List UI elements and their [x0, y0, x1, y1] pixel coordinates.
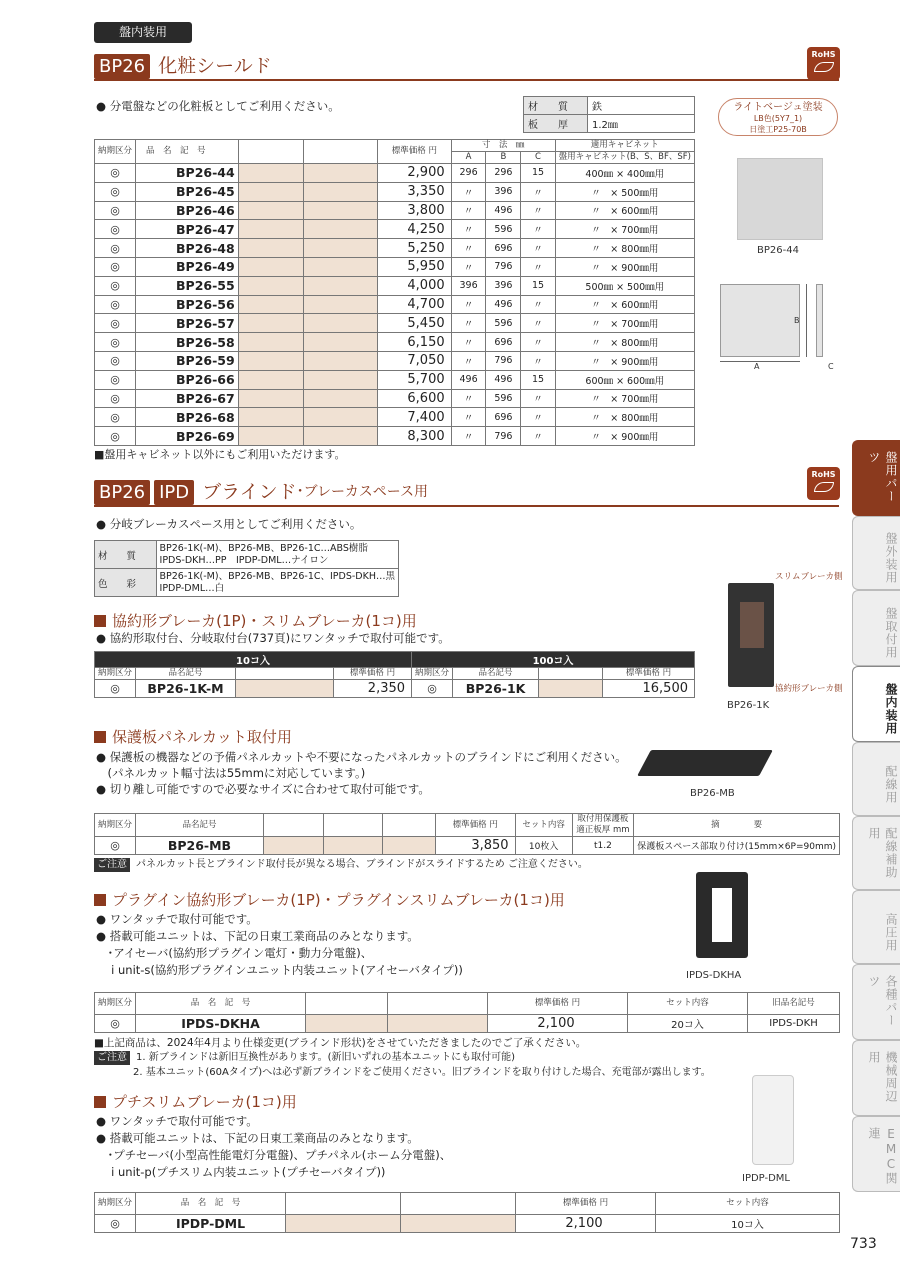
col-yen: 円	[386, 668, 396, 678]
product-image-bp26-44	[737, 158, 823, 240]
caution-badge: ご注意	[94, 858, 130, 872]
dim-c-cell: 15	[521, 370, 555, 389]
product-code-cell: BP26-47	[136, 220, 239, 239]
side-tab-high-voltage[interactable]: 高圧用	[852, 890, 900, 964]
subsection-heading	[94, 610, 417, 631]
group-header: 100コ入	[412, 652, 695, 668]
price-cell: 2,900	[378, 164, 452, 183]
dim-a-cell: 〃	[451, 220, 486, 239]
price-cell: 8,300	[378, 427, 452, 446]
blind-dml-table	[94, 1192, 840, 1233]
cabinet-cell: 〃 × 600㎜用	[555, 295, 694, 314]
dim-b-cell: 296	[486, 164, 521, 183]
section-title-text: 化粧シールド	[158, 55, 272, 77]
price-cell: 4,250	[378, 220, 452, 239]
table-row	[95, 333, 695, 352]
dimension-drawing-side	[816, 284, 823, 357]
col-yen: 円	[428, 146, 437, 156]
cabinet-cell: 〃 × 900㎜用	[555, 351, 694, 370]
col-nouki: 納期区分	[95, 814, 136, 837]
col-yen: 円	[489, 819, 498, 830]
dim-a-cell: 〃	[451, 295, 486, 314]
price-cell: 4,000	[378, 276, 452, 295]
nouki-cell: ◎	[95, 680, 136, 698]
dim-a-cell: 296	[451, 164, 486, 183]
spec-value: IPDP-DML…白	[159, 582, 225, 594]
product-code-cell: BP26-57	[136, 314, 239, 333]
dim-b-cell: 696	[486, 333, 521, 352]
bp26-price-table	[94, 139, 695, 446]
product-code-cell: BP26-1K	[453, 680, 539, 698]
table-row	[95, 314, 695, 333]
subsection-note: ● 協約形取付台、分岐取付台(737頁)にワンタッチで取付可能です。	[96, 631, 450, 645]
product-code-cell: BP26-68	[136, 408, 239, 427]
dim-a-cell: 〃	[451, 333, 486, 352]
section-title-text: ブラインド	[202, 481, 297, 503]
cabinet-cell: 500㎜ × 500㎜用	[555, 276, 694, 295]
dim-line-a	[720, 361, 800, 362]
dim-a-cell: 396	[451, 276, 486, 295]
square-icon	[94, 894, 106, 906]
set-cell: 10コ入	[656, 1215, 840, 1233]
dim-label-a: A	[754, 362, 760, 371]
dim-a-cell: 〃	[451, 182, 486, 201]
price-cell: 7,050	[378, 351, 452, 370]
col-hin: 品 名 記 号	[136, 993, 306, 1015]
product-code-cell: BP26-59	[136, 351, 239, 370]
price-cell: 3,800	[378, 201, 452, 220]
blind-material-table	[94, 540, 399, 597]
set-cell: 20コ入	[628, 1015, 748, 1033]
col-price: 標準価格	[452, 819, 487, 830]
dim-a-cell: 496	[451, 370, 486, 389]
nouki-cell: ◎	[95, 389, 136, 408]
dim-line-b	[806, 284, 807, 357]
dim-a-cell: 〃	[451, 408, 486, 427]
paint-line: ライトベージュ塗装	[733, 102, 823, 113]
image-caption: IPDP-DML	[742, 1173, 790, 1184]
dim-b-cell: 596	[486, 389, 521, 408]
col-price-label: 標準価格	[391, 146, 426, 156]
col-a: A	[451, 152, 486, 164]
product-code-cell: BP26-66	[136, 370, 239, 389]
table-row	[95, 182, 695, 201]
product-code-cell: IPDS-DKHA	[136, 1015, 306, 1033]
col-nouki: 納期区分	[95, 668, 136, 680]
dim-a-cell: 〃	[451, 314, 486, 333]
dim-a-cell: 〃	[451, 257, 486, 276]
dim-c-cell: 〃	[521, 333, 555, 352]
nouki-cell: ◎	[95, 257, 136, 276]
spec-label: 板 厚	[524, 115, 588, 133]
intro-note: ● 分電盤などの化粧板としてご利用ください。	[96, 99, 340, 113]
nouki-cell: ◎	[95, 164, 136, 183]
side-tab-emc[interactable]: EMC関連	[852, 1116, 900, 1192]
subsection-heading-text: プチスリムブレーカ(1コ)用	[112, 1093, 297, 1111]
subsection-note: ･アイセーバ(協約形プラグイン電灯・動力分電盤)、	[96, 946, 373, 960]
cabinet-cell: 〃 × 900㎜用	[555, 257, 694, 276]
price-cell: 16,500	[603, 680, 695, 698]
table-row	[95, 351, 695, 370]
nouki-cell: ◎	[95, 314, 136, 333]
spec-value: BP26-1K(-M)、BP26-MB、BP26-1C、IPDS-DKH…黒	[159, 570, 395, 582]
price-cell: 7,400	[378, 408, 452, 427]
square-icon	[94, 731, 106, 743]
nouki-cell: ◎	[95, 182, 136, 201]
nouki-cell: ◎	[95, 295, 136, 314]
dim-c-cell: 〃	[521, 427, 555, 446]
caution-note	[94, 1051, 515, 1065]
blind-1k-table	[94, 651, 695, 698]
product-image-ipdp-dml	[752, 1075, 794, 1165]
dim-a-cell: 〃	[451, 427, 486, 446]
dim-b-cell: 796	[486, 257, 521, 276]
dim-a-cell: 〃	[451, 351, 486, 370]
image-label-bottom: 協約形ブレーカ側	[775, 684, 843, 694]
spec-label: 色 彩	[95, 569, 157, 597]
dim-c-cell: 〃	[521, 295, 555, 314]
spec-label: 材 質	[524, 97, 588, 115]
dim-c-cell: 15	[521, 164, 555, 183]
col-nouki: 納期区分	[95, 993, 136, 1015]
col-set: セット内容	[628, 993, 748, 1015]
product-code-cell: BP26-MB	[136, 837, 264, 855]
product-code-cell: BP26-58	[136, 333, 239, 352]
section-title-bp26	[94, 54, 839, 81]
product-image-detail	[740, 602, 764, 648]
cabinet-cell: 〃 × 800㎜用	[555, 408, 694, 427]
subsection-note: ● 搭載可能ユニットは、下記の日東工業商品のみとなります。	[96, 929, 419, 943]
nouki-cell: ◎	[412, 680, 453, 698]
nouki-cell: ◎	[95, 351, 136, 370]
blind-dkha-table	[94, 992, 840, 1033]
page-number: 733	[850, 1236, 877, 1252]
rohs-badge	[807, 467, 840, 500]
subsection-heading	[94, 889, 565, 910]
side-tab-exterior[interactable]: 盤外装用	[852, 516, 900, 590]
nouki-cell: ◎	[95, 276, 136, 295]
price-cell: 6,600	[378, 389, 452, 408]
product-code-badge: BP26	[94, 480, 150, 505]
rohs-label: RoHS	[811, 50, 836, 59]
product-image-detail	[712, 888, 732, 942]
dim-b-cell: 596	[486, 220, 521, 239]
col-hin: 品 名 記 号	[136, 140, 239, 164]
side-tab-parts[interactable]: 盤用パーツ	[852, 440, 900, 516]
price-cell: 3,350	[378, 182, 452, 201]
table-row	[95, 370, 695, 389]
price-cell: 5,450	[378, 314, 452, 333]
dim-c-cell: 〃	[521, 239, 555, 258]
col-hin: 品名記号	[136, 814, 264, 837]
table-row	[95, 295, 695, 314]
subsection-note: ● 保護板の機器などの予備パネルカットや不要になったパネルカットのブラインドにご利用ください。	[96, 750, 627, 764]
dim-b-cell: 396	[486, 276, 521, 295]
col-set: セット内容	[656, 1193, 840, 1215]
material-spec-table	[523, 96, 695, 133]
nouki-cell: ◎	[95, 837, 136, 855]
product-code-cell: BP26-49	[136, 257, 239, 276]
cabinet-cell: 〃 × 700㎜用	[555, 314, 694, 333]
side-tab-mounting[interactable]: 盤取付用	[852, 590, 900, 666]
cabinet-cell: 400㎜ × 400㎜用	[555, 164, 694, 183]
square-icon	[94, 1096, 106, 1108]
price-cell: 5,700	[378, 370, 452, 389]
blind-mb-table	[94, 813, 840, 855]
dim-b-cell: 696	[486, 239, 521, 258]
dim-c-cell: 〃	[521, 389, 555, 408]
table-row	[95, 239, 695, 258]
cabinet-cell: 〃 × 800㎜用	[555, 239, 694, 258]
price-cell: 5,950	[378, 257, 452, 276]
price-cell: 4,700	[378, 295, 452, 314]
paint-color-note	[718, 98, 838, 136]
col-price: 標準価格	[534, 998, 569, 1008]
cabinet-cell: 600㎜ × 600㎜用	[555, 370, 694, 389]
col-price: 標準価格	[562, 1198, 597, 1208]
side-tab-machine[interactable]: 機械周辺用	[852, 1040, 900, 1116]
price-cell: 3,850	[436, 837, 516, 855]
subsection-note: ● 切り離し可能ですので必要なサイズに合わせて取付可能です。	[96, 782, 430, 796]
subsection-note: i unit-s(協約形プラグインユニット内装ユニット(アイセーバタイプ))	[96, 963, 463, 977]
subsection-note: ● 搭載可能ユニットは、下記の日東工業商品のみとなります。	[96, 1131, 419, 1145]
group-header: 10コ入	[95, 652, 412, 668]
nouki-cell: ◎	[95, 239, 136, 258]
table-row	[95, 257, 695, 276]
product-code-cell: BP26-69	[136, 427, 239, 446]
col-nouki: 納期区分	[412, 668, 453, 680]
cabinet-cell: 〃 × 500㎜用	[555, 182, 694, 201]
cabinet-cell: 〃 × 700㎜用	[555, 389, 694, 408]
old-code-cell: IPDS-DKH	[748, 1015, 840, 1033]
paint-line: LB色(5Y7_1)	[753, 114, 803, 123]
product-code-badge: BP26	[94, 54, 150, 79]
subsection-note: (パネルカット幅寸法は55mmに対応しています。)	[96, 766, 366, 780]
dim-a-cell: 〃	[451, 201, 486, 220]
set-cell: 10枚入	[515, 837, 572, 855]
dim-b-cell: 496	[486, 201, 521, 220]
side-tab-wiring[interactable]: 配線用	[852, 742, 900, 816]
product-image-bp26-mb	[637, 750, 773, 776]
table-row	[95, 201, 695, 220]
rohs-badge	[807, 47, 840, 80]
col-thick: 取付用保護板	[577, 814, 629, 824]
product-code-cell: BP26-67	[136, 389, 239, 408]
price-cell: 6,150	[378, 333, 452, 352]
subsection-note: ● ワンタッチで取付可能です。	[96, 912, 258, 926]
footnote: ■上記商品は、2024年4月より仕様変更(ブラインド形状)をさせていただきましたのでご了承ください。	[94, 1037, 587, 1049]
image-caption: IPDS-DKHA	[686, 970, 742, 981]
nouki-cell: ◎	[95, 333, 136, 352]
col-yen: 円	[571, 998, 581, 1008]
dimension-drawing-front	[720, 284, 800, 357]
image-label-top: スリムブレーカ側	[775, 572, 843, 582]
col-thick: 適正板厚 mm	[576, 825, 630, 835]
subsection-note: ･プチセーバ(小型高性能電灯分電盤)、プチパネル(ホーム分電盤)、	[96, 1148, 452, 1162]
col-hin: 品名記号	[136, 668, 236, 680]
image-caption: BP26-44	[757, 245, 799, 256]
dim-b-cell: 596	[486, 314, 521, 333]
col-yen: 円	[599, 1198, 609, 1208]
product-code-cell: BP26-55	[136, 276, 239, 295]
caution-text: パネルカット長とブラインド取付長が異なる場合、ブラインドがスライドするため ご注意ください。	[136, 859, 588, 870]
dim-a-cell: 〃	[451, 389, 486, 408]
col-nouki: 納期区分	[95, 1193, 136, 1215]
product-code-cell: IPDP-DML	[136, 1215, 286, 1233]
dim-c-cell: 〃	[521, 314, 555, 333]
image-caption: BP26-MB	[690, 788, 735, 799]
subsection-heading-text: プラグイン協約形ブレーカ(1P)・プラグインスリムブレーカ(1コ)用	[112, 891, 565, 909]
table-row	[95, 427, 695, 446]
subsection-heading	[94, 726, 292, 747]
leaf-icon	[814, 62, 834, 72]
cabinet-cell: 〃 × 900㎜用	[555, 427, 694, 446]
price-cell: 2,100	[488, 1015, 628, 1033]
table-row	[95, 389, 695, 408]
square-icon	[94, 615, 106, 627]
spec-value: 鉄	[588, 97, 695, 115]
dim-c-cell: 〃	[521, 220, 555, 239]
col-c: C	[521, 152, 555, 164]
col-set: セット内容	[515, 814, 572, 837]
price-cell: 2,350	[334, 680, 412, 698]
spec-value: IPDS-DKH…PP IPDP-DML…ナイロン	[159, 554, 329, 566]
dim-c-cell: 〃	[521, 201, 555, 220]
product-code-cell: BP26-48	[136, 239, 239, 258]
subsection-note: i unit-p(プチスリム内装ユニット(プチセーバタイプ))	[96, 1165, 386, 1179]
col-price: 標準価格	[349, 668, 384, 678]
dim-c-cell: 15	[521, 276, 555, 295]
summary-cell: 保護板スペース部取り付け(15mm×6P=90mm)	[634, 837, 840, 855]
product-code-badge: IPD	[154, 480, 194, 505]
col-yen: 円	[662, 668, 672, 678]
product-code-cell: BP26-46	[136, 201, 239, 220]
dim-c-cell: 〃	[521, 351, 555, 370]
col-summary: 摘 要	[634, 814, 840, 837]
product-code-cell: BP26-56	[136, 295, 239, 314]
nouki-cell: ◎	[95, 1215, 136, 1233]
dim-b-cell: 796	[486, 351, 521, 370]
cabinet-cell: 〃 × 800㎜用	[555, 333, 694, 352]
dim-c-cell: 〃	[521, 408, 555, 427]
thick-cell: t1.2	[572, 837, 634, 855]
dim-b-cell: 396	[486, 182, 521, 201]
col-old-code: 旧品名記号	[748, 993, 840, 1015]
product-code-cell: BP26-44	[136, 164, 239, 183]
col-cab2: 盤用キャビネット(B、S、BF、SF)	[555, 152, 694, 164]
caution-note	[94, 857, 588, 873]
col-nouki: 納期区分	[95, 140, 136, 164]
intro-note: ● 分岐ブレーカスペース用としてご利用ください。	[96, 517, 362, 531]
nouki-cell: ◎	[95, 220, 136, 239]
spec-value: BP26-1K(-M)、BP26-MB、BP26-1C…ABS樹脂	[159, 542, 368, 554]
footnote: ■盤用キャビネット以外にもご利用いただけます。	[94, 448, 346, 461]
image-caption: BP26-1K	[727, 700, 770, 711]
dim-label-c: C	[828, 362, 834, 371]
col-price: 標準価格	[625, 668, 660, 678]
table-row	[95, 164, 695, 183]
dim-b-cell: 696	[486, 408, 521, 427]
col-price	[378, 140, 452, 164]
category-label: 盤内装用	[94, 22, 192, 43]
product-code-cell: BP26-1K-M	[136, 680, 236, 698]
col-cab: 適用キャビネット	[555, 140, 694, 152]
subsection-heading	[94, 1091, 297, 1112]
leaf-icon	[814, 482, 834, 492]
table-row	[95, 276, 695, 295]
caution-text: 2. 基本ユニット(60Aタイプ)へは必ず新ブラインドをご使用ください。旧ブラインドを取り付けした場合、充電部が露出します。	[133, 1067, 711, 1078]
product-code-cell: BP26-45	[136, 182, 239, 201]
rohs-label: RoHS	[811, 470, 836, 479]
price-cell: 2,100	[516, 1215, 656, 1233]
dim-b-cell: 496	[486, 370, 521, 389]
dim-c-cell: 〃	[521, 257, 555, 276]
caution-text: 1. 新ブラインドは新旧互換性があります。(新旧いずれの基本ユニットにも取付可能)	[136, 1052, 516, 1063]
nouki-cell: ◎	[95, 370, 136, 389]
col-hin: 品名記号	[453, 668, 539, 680]
dim-label-b: B	[794, 316, 800, 325]
dim-a-cell: 〃	[451, 239, 486, 258]
table-row	[95, 220, 695, 239]
dim-b-cell: 496	[486, 295, 521, 314]
spec-label: 材 質	[95, 541, 157, 569]
section-subtitle: ･ブレーカスペース用	[296, 484, 429, 500]
nouki-cell: ◎	[95, 427, 136, 446]
cabinet-cell: 〃 × 700㎜用	[555, 220, 694, 239]
subsection-heading-text: 協約形ブレーカ(1P)・スリムブレーカ(1コ)用	[112, 612, 417, 630]
dim-b-cell: 796	[486, 427, 521, 446]
side-tab-various-parts[interactable]: 各種パーツ	[852, 964, 900, 1040]
paint-line: 日塗工P25-70B	[749, 125, 807, 134]
nouki-cell: ◎	[95, 1015, 136, 1033]
subsection-heading-text: 保護板パネルカット取付用	[112, 728, 292, 746]
table-row	[95, 408, 695, 427]
section-title-blind	[94, 480, 839, 507]
side-tab-wiring-aux[interactable]: 配線補助用	[852, 816, 900, 890]
spec-value: 1.2㎜	[588, 115, 695, 133]
cabinet-cell: 〃 × 600㎜用	[555, 201, 694, 220]
nouki-cell: ◎	[95, 201, 136, 220]
col-hin: 品 名 記 号	[136, 1193, 286, 1215]
price-cell: 5,250	[378, 239, 452, 258]
caution-badge: ご注意	[94, 1051, 130, 1065]
col-b: B	[486, 152, 521, 164]
nouki-cell: ◎	[95, 408, 136, 427]
col-dims: 寸 法 ㎜	[451, 140, 555, 152]
dim-c-cell: 〃	[521, 182, 555, 201]
subsection-note: ● ワンタッチで取付可能です。	[96, 1114, 258, 1128]
side-tab-interior[interactable]: 盤内装用	[852, 666, 900, 742]
